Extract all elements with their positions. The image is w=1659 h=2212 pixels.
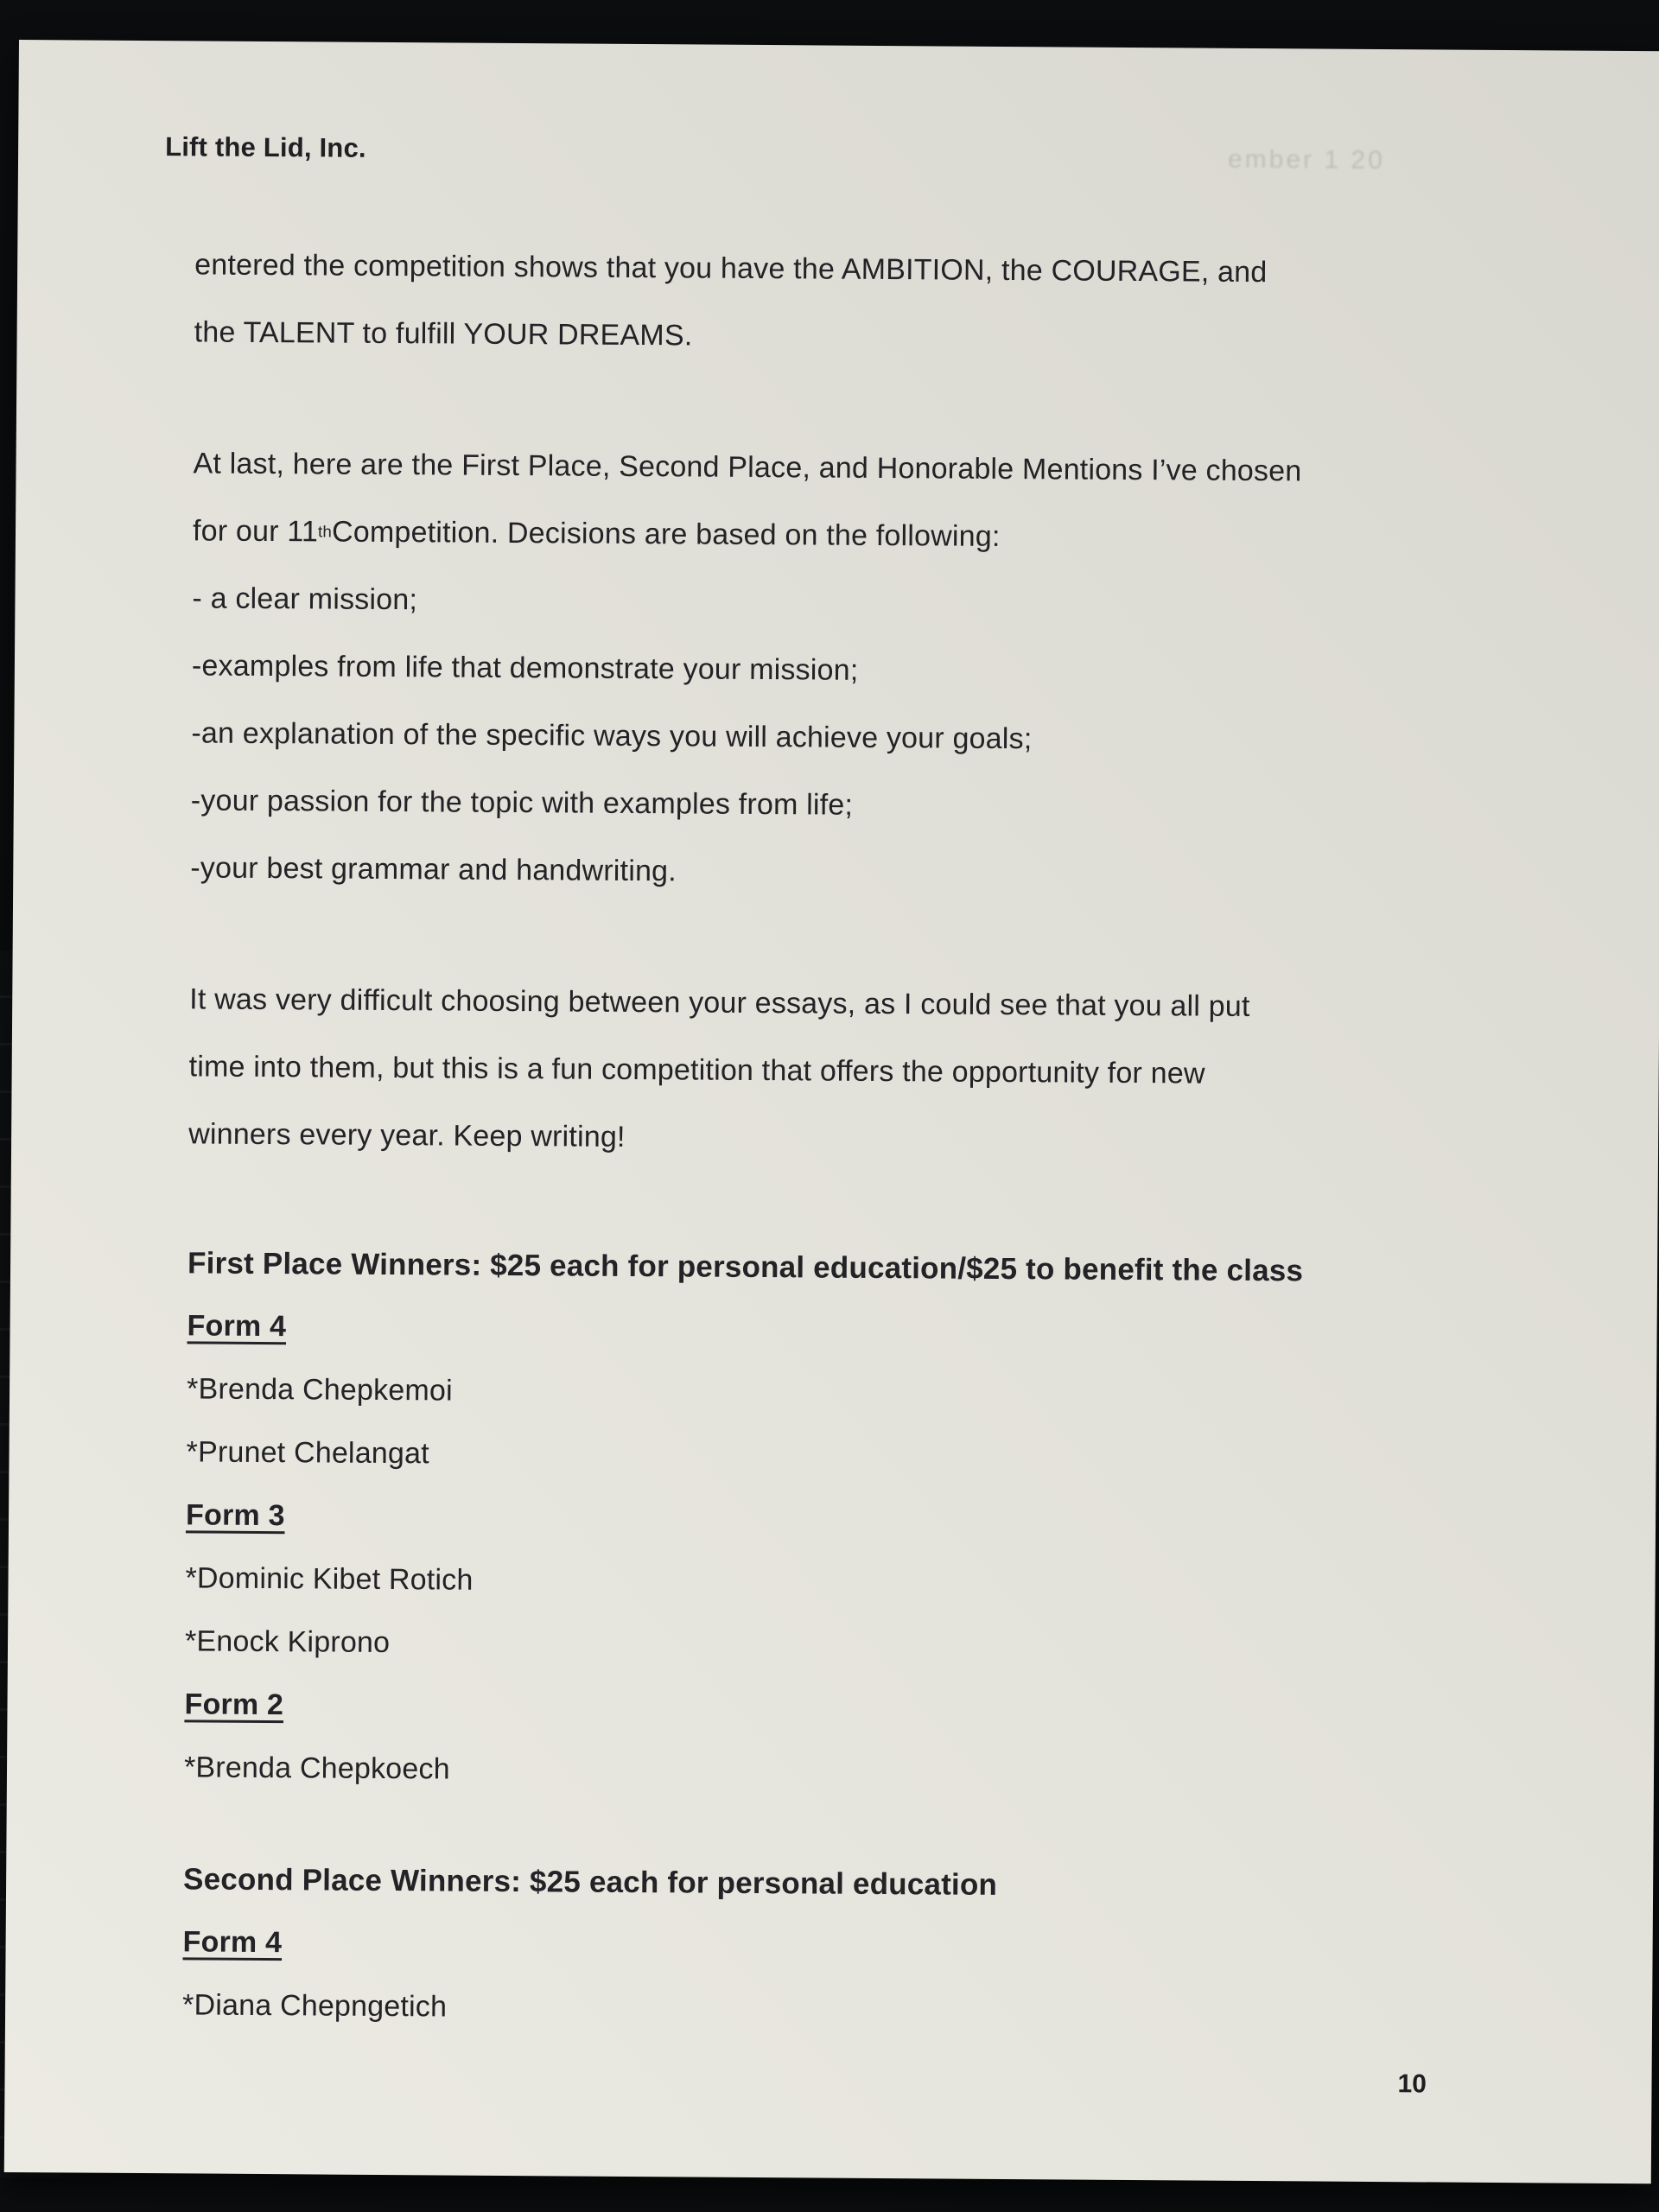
- form-heading: Form 4: [187, 1309, 287, 1344]
- winner-name: *Enock Kiprono: [184, 1624, 391, 1660]
- first-place-section: [184, 1231, 1615, 1809]
- criterion-line: -an explanation of the specific ways you will achieve your goals;: [191, 715, 1033, 755]
- paragraph-gap: [188, 1167, 1614, 1242]
- form-heading: Form 4: [182, 1925, 283, 1960]
- winner-name: *Prunet Chelangat: [186, 1435, 429, 1471]
- text-line: time into them, but this is a fun competition that offers the opportunity for new: [188, 1049, 1205, 1090]
- text-segment: Competition. Decisions are based on the following:: [331, 515, 1001, 553]
- text-segment: for our 11: [192, 513, 319, 548]
- letter-page: [4, 40, 1659, 2183]
- criterion-line: -examples from life that demonstrate your mission;: [191, 648, 859, 687]
- text-line: the TALENT to fulfill YOUR DREAMS.: [194, 315, 693, 352]
- paragraph-gap: [190, 901, 1617, 976]
- first-place-heading: First Place Winners: $25 each for personal education/$25 to benefit the class: [187, 1245, 1304, 1287]
- text-line: [193, 497, 1620, 575]
- form-heading: Form 2: [184, 1688, 284, 1722]
- winner-name: *Brenda Chepkemoi: [186, 1372, 453, 1408]
- faded-date-stamp: ember 1 20: [1227, 144, 1385, 175]
- text-line: winners every year. Keep writing!: [188, 1116, 626, 1154]
- criterion-line: - a clear mission;: [192, 581, 418, 616]
- text-line: It was very difficult choosing between your essays, as I could see that you all put: [189, 982, 1250, 1023]
- text-line: At last, here are the First Place, Second Place, and Honorable Mentions I’ve chosen: [193, 446, 1302, 487]
- paragraph-gap: [194, 365, 1620, 440]
- organization-name: Lift the Lid, Inc.: [165, 131, 366, 163]
- second-place-heading: Second Place Winners: $25 each for personal education: [183, 1861, 998, 1902]
- winner-name: *Brenda Chepkoech: [183, 1751, 450, 1786]
- page-number: 10: [1397, 2069, 1427, 2099]
- text-line: entered the competition shows that you have the AMBITION, the COURAGE, and: [194, 247, 1268, 289]
- winner-name: *Dominic Kibet Rotich: [185, 1561, 474, 1597]
- winner-name: *Diana Chepngetich: [181, 1988, 448, 2024]
- criterion-line: -your passion for the topic with examples from life;: [190, 783, 854, 822]
- form-heading: Form 3: [185, 1498, 285, 1533]
- second-place-section: [182, 1847, 1610, 2047]
- letter-body: [182, 231, 1622, 2046]
- criterion-line: -your best grammar and handwriting.: [190, 850, 677, 887]
